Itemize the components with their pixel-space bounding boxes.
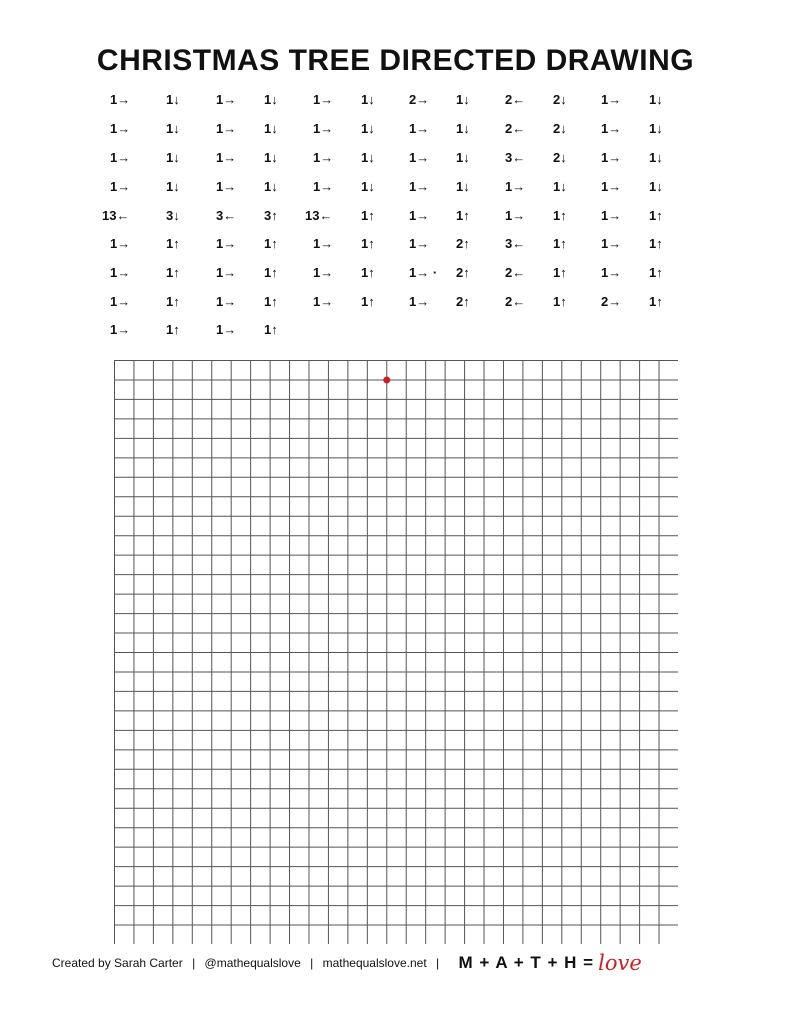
instruction-step: 1→ (313, 121, 334, 136)
instruction-step: 2↓ (553, 121, 567, 136)
instruction-step: 1↑ (264, 236, 278, 251)
instruction-step: 1↑ (649, 294, 663, 309)
instruction-step: 2↑ (456, 294, 470, 309)
instruction-step: 1→ (313, 92, 334, 107)
instruction-step: 2← (505, 121, 526, 136)
instruction-step: 1→ (216, 179, 237, 194)
instruction-step: 1→ (409, 179, 430, 194)
instruction-step: 1→ (216, 121, 237, 136)
instruction-step: 1→ (110, 150, 131, 165)
instruction-step: 1↓ (264, 121, 278, 136)
instruction-step: 1→ (216, 265, 237, 280)
instruction-step: 1→ (110, 92, 131, 107)
instruction-step: 1→ (601, 150, 622, 165)
instruction-step: 1→ (313, 236, 334, 251)
instruction-step: 1↑ (649, 208, 663, 223)
instruction-step: 1↑ (361, 208, 375, 223)
social-handle: @mathequalslove (204, 955, 301, 970)
instruction-step: 1→ (409, 150, 430, 165)
instruction-step: 1↓ (264, 150, 278, 165)
brand-love-script: love (598, 950, 642, 975)
instruction-step: 13← (305, 208, 333, 223)
instruction-step: 1→ (409, 121, 430, 136)
instruction-step: 1→ (216, 322, 237, 337)
instruction-list (102, 86, 706, 346)
instruction-step: 1↑ (166, 294, 180, 309)
instruction-step: 1↓ (649, 150, 663, 165)
instruction-step: 1↓ (361, 92, 375, 107)
instruction-step: 1↑ (361, 265, 375, 280)
instruction-step: 1↑ (553, 236, 567, 251)
instruction-step: 3← (505, 150, 526, 165)
instruction-step: 1→ (601, 208, 622, 223)
instruction-step: 1→ (216, 150, 237, 165)
instruction-step: 1↑ (649, 236, 663, 251)
instruction-step: 1→ (601, 179, 622, 194)
instruction-step: 1↑ (166, 236, 180, 251)
instruction-step: 2→ (601, 294, 622, 309)
instruction-step: 1→ (601, 121, 622, 136)
instruction-step: 1↑ (361, 236, 375, 251)
instruction-step: 1→ (409, 294, 430, 309)
instruction-step: 3↓ (166, 208, 180, 223)
instruction-step: 1↑ (361, 294, 375, 309)
page-title: CHRISTMAS TREE DIRECTED DRAWING (96, 44, 695, 77)
instruction-step: 1↓ (456, 121, 470, 136)
instruction-step: 3← (216, 208, 237, 223)
instruction-step: 1→ (409, 236, 430, 251)
instruction-step: 1→ (216, 236, 237, 251)
instruction-step: 2← (505, 294, 526, 309)
instruction-step: 1→ (110, 179, 131, 194)
instruction-step: 1→ (216, 92, 237, 107)
instruction-step: 1→ (313, 294, 334, 309)
instruction-step: 1→ (505, 208, 526, 223)
instruction-step: 2↓ (553, 92, 567, 107)
instruction-step: 1↑ (649, 265, 663, 280)
instruction-step: 1↑ (264, 322, 278, 337)
separator: | (436, 955, 440, 970)
instruction-step: 1→ (216, 294, 237, 309)
instruction-step: 2↑ (456, 236, 470, 251)
instruction-step: 1↓ (166, 150, 180, 165)
instruction-step: 2← (505, 92, 526, 107)
footer (52, 950, 752, 974)
instruction-step: 1↓ (361, 150, 375, 165)
instruction-step: 1↑ (166, 265, 180, 280)
instruction-step: 1→ (313, 265, 334, 280)
instruction-step: 1↓ (361, 179, 375, 194)
instruction-step: 1↑ (553, 294, 567, 309)
instruction-step: 1↓ (361, 121, 375, 136)
instruction-step: 1→ (601, 236, 622, 251)
instruction-step: 1↑ (166, 322, 180, 337)
instruction-step: 1↑ (264, 265, 278, 280)
instruction-step: 1↓ (553, 179, 567, 194)
instruction-step: 1↓ (456, 150, 470, 165)
credit-text: Created by Sarah Carter (52, 955, 183, 970)
instruction-step: 13← (102, 208, 130, 223)
instruction-step: 1↑ (553, 208, 567, 223)
instruction-step: 1→ (409, 208, 430, 223)
instruction-step: 1↑ (553, 265, 567, 280)
instruction-step: 1↓ (649, 179, 663, 194)
instruction-step: 1→ (110, 265, 131, 280)
instruction-step: 3↑ (264, 208, 278, 223)
instruction-step: 1↓ (649, 121, 663, 136)
instruction-step: 2↓ (553, 150, 567, 165)
instruction-step: 3← (505, 236, 526, 251)
instruction-step: 1↑ (456, 208, 470, 223)
separator: | (310, 955, 314, 970)
instruction-step: 1↓ (264, 179, 278, 194)
instruction-step: 1→ (505, 179, 526, 194)
instruction-step: 1→ (110, 121, 131, 136)
instruction-step: 1→ (313, 179, 334, 194)
instruction-step: 1→ (110, 236, 131, 251)
instruction-step: 1↓ (264, 92, 278, 107)
instruction-step: 2→ (409, 92, 430, 107)
instruction-step: 1↓ (166, 179, 180, 194)
instruction-step: 1→ (313, 150, 334, 165)
separator: | (192, 955, 196, 970)
instruction-step: 1↓ (166, 121, 180, 136)
instruction-step: 2← (505, 265, 526, 280)
drawing-grid[interactable] (114, 360, 678, 944)
instruction-step: 1→ (110, 294, 131, 309)
instruction-step: 1→ · (409, 265, 438, 280)
instruction-step: 1↑ (264, 294, 278, 309)
starting-point-dot (383, 376, 390, 383)
brand-logo: M + A + T + H = (458, 952, 595, 972)
instruction-step: 1↓ (649, 92, 663, 107)
instruction-step: 1↓ (456, 92, 470, 107)
instruction-step: 1→ (601, 265, 622, 280)
instruction-step: 1↓ (166, 92, 180, 107)
instruction-step: 1→ (110, 322, 131, 337)
instruction-step: 1↓ (456, 179, 470, 194)
instruction-step: 2↑ (456, 265, 470, 280)
website-link[interactable]: mathequalslove.net (322, 955, 427, 970)
grid-lines (114, 360, 678, 944)
instruction-step: 1→ (601, 92, 622, 107)
